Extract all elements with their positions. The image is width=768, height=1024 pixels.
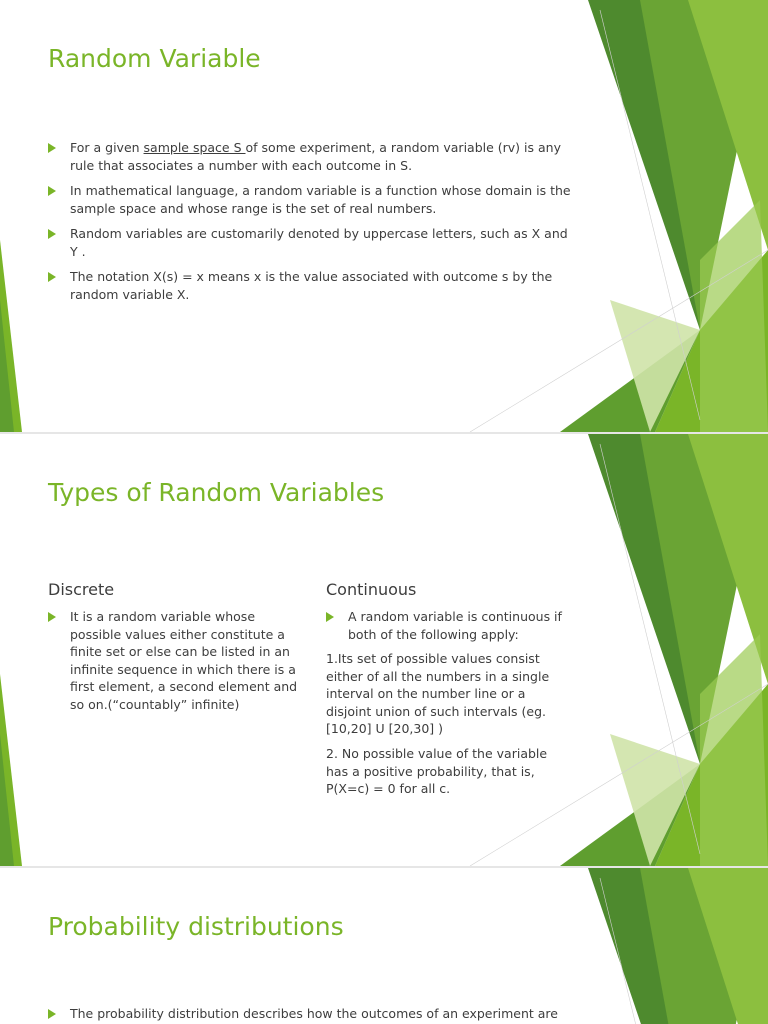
- triangle-bullet-icon: [48, 612, 56, 622]
- slide-title: Random Variable: [48, 44, 261, 73]
- triangle-bullet-icon: [48, 186, 56, 196]
- list-item: Random variables are customarily denoted by uppercase letters, such as X and Y .: [48, 225, 578, 260]
- triangle-bullet-icon: [48, 143, 56, 153]
- discrete-bullet-list: [48, 608, 302, 721]
- triangle-bullet-icon: [48, 1009, 56, 1019]
- slide-random-variable: [0, 0, 768, 432]
- slide-title: Probability distributions: [48, 912, 344, 941]
- list-item: In mathematical language, a random variable is a function whose domain is the sample space and whose range is the set of real numbers.: [48, 182, 578, 217]
- bullet-list: [48, 139, 578, 311]
- continuous-point-2: 2. No possible value of the variable has a positive probability, that is, P(X=c) = 0 for all c.: [326, 746, 548, 796]
- triangle-bullet-icon: [48, 229, 56, 239]
- triangle-bullet-icon: [48, 272, 56, 282]
- slide-types-of-random-variables: [0, 434, 768, 866]
- list-item: It is a random variable whose possible values either constitute a finite set or else can be listed in an infinite sequence in which there is a first element, a second element and so on.(“countably” infinite): [48, 608, 302, 713]
- continuous-heading: Continuous: [326, 580, 417, 599]
- slide-title: Types of Random Variables: [48, 478, 385, 507]
- continuous-bullet-list: [326, 608, 580, 651]
- discrete-heading: Discrete: [48, 580, 115, 599]
- list-item: The probability distribution describes how the outcomes of an experiment are: [48, 1005, 588, 1023]
- bullet-list: [48, 1005, 588, 1024]
- list-item: The notation X(s) = x means x is the value associated with outcome s by the random variable X.: [48, 268, 578, 303]
- sample-space-link[interactable]: sample space S: [143, 140, 246, 155]
- list-item: A random variable is continuous if both of the following apply:: [326, 608, 580, 643]
- triangle-bullet-icon: [326, 612, 334, 622]
- continuous-point-1: 1.Its set of possible values consist either of all the numbers in a single interval on the number line or a disjoint union of such intervals (eg. [10,20] U [20,30] ): [326, 651, 550, 736]
- list-item: For a given sample space S of some experiment, a random variable (rv) is any rule that associates a number with each outcome in S.: [48, 139, 578, 174]
- green-triangles-decoration: [0, 868, 768, 1024]
- slide-probability-distributions: [0, 868, 768, 1024]
